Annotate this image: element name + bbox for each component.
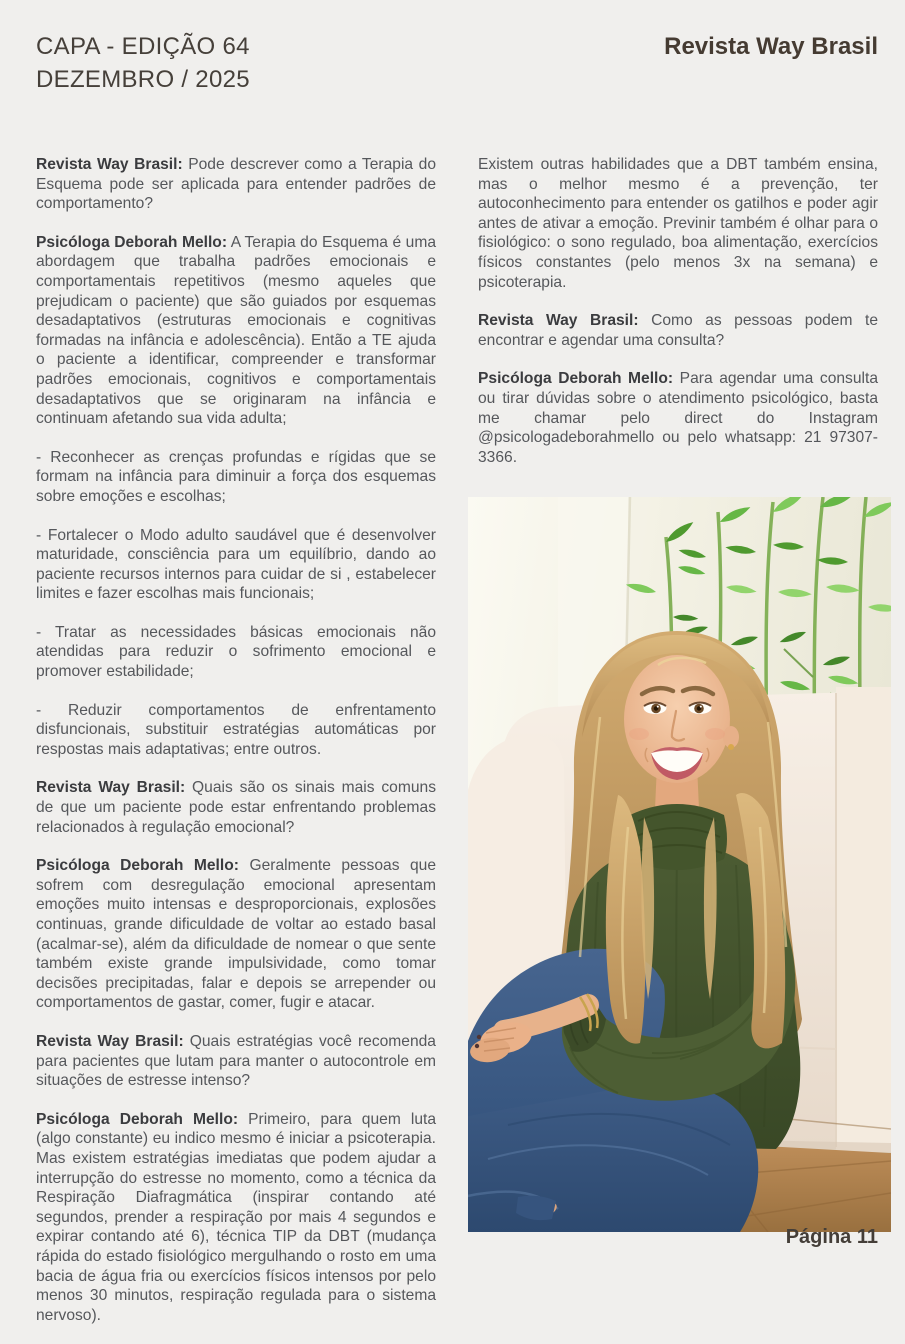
edition-date: DEZEMBRO / 2025 <box>36 66 250 93</box>
speaker-label: Revista Way Brasil: <box>36 1032 184 1050</box>
interview-paragraph: Revista Way Brasil: Quais são os sinais mais comuns de que um paciente pode estar enfrentando problemas relacionados à regulação emocional? <box>36 779 436 836</box>
interview-paragraph: Revista Way Brasil: Pode descrever como a Terapia do Esquema pode ser aplicada para entender padrões de comportamento? <box>36 156 436 213</box>
right-column <box>478 155 878 1344</box>
interview-paragraph: Psicóloga Deborah Mello: Primeiro, para quem luta (algo constante) eu indico mesmo é iniciar a psicoterapia. Mas existem estratégias imediatas que podem ajudar a interrupção do estresse no momento, como a técnica da Respiração Diafragmática (inspirar contando até segundos, prender a respiração por mais 4 segundos e expirar contando até 6), técnica TIP da DBT (mudança rápida do estado fisiológico mergulhando o rosto em uma bacia de água fria ou exercícios físicos intensos por pelo menos 30 minutos, respiração regulada para o sistema nervoso). <box>36 1110 436 1324</box>
interview-paragraph: - Fortalecer o Modo adulto saudável que é desenvolver maturidade, consciência para um equilíbrio, dando ao paciente recursos internos para cuidar de si , estabelecer limites e fazer escolhas mais funcionais; <box>36 526 436 603</box>
speaker-label: Psicóloga Deborah Mello: <box>36 233 228 251</box>
right-column-text <box>478 155 878 467</box>
interview-paragraph: Psicóloga Deborah Mello: A Terapia do Esquema é uma abordagem que trabalha padrões emocionais e comportamentais repetitivos (mesmo aqueles que prejudicam o paciente) que são guiados por esquemas desadaptativos (estruturas emocionais e cognitivas formadas na infância e adolescência). Então a TE ajuda o paciente a identificar, compreender e transformar padrões emocionais, cognitivos e comportamentais desadaptativos que se originaram na infância e continuam afetando sua vida adulta; <box>36 233 437 428</box>
interview-paragraph: - Tratar as necessidades básicas emocionais não atendidas para reduzir o sofrimento emocional e promover estabilidade; <box>36 623 436 681</box>
left-column <box>36 155 436 1344</box>
edition-title: CAPA - EDIÇÃO 64 <box>36 33 250 60</box>
edition-info <box>36 30 250 96</box>
earring <box>728 744 734 750</box>
speaker-label: Revista Way Brasil: <box>478 312 639 330</box>
page-header <box>36 30 878 96</box>
speaker-label: Psicóloga Deborah Mello: <box>36 857 239 875</box>
speaker-label: Psicóloga Deborah Mello: <box>478 370 674 388</box>
deborah-mello-photo <box>468 497 891 1232</box>
speaker-label: Revista Way Brasil: <box>36 156 183 173</box>
interview-paragraph: Psicóloga Deborah Mello: Para agendar uma consulta ou tirar dúvidas sobre o atendimento psicológico, basta me chamar pelo direct do Instagram @psicologadeborahmello ou pelo whatsapp: 21 97307-3366. <box>478 370 878 466</box>
article-body <box>36 155 878 1344</box>
page-number: Página 11 <box>785 1226 878 1248</box>
interview-paragraph: Psicóloga Deborah Mello: Geralmente pessoas que sofrem com desregulação emocional apresentam emoções muito intensas e desproporcionais, explosões continuas, grande dificuldade de voltar ao estado basal (acalmar-se), além da dificuldade de nomear o que sente também existe grande impulsividade, como tomar decisões precipitadas, falar e depois se arrepender ou comportamentos de gastar, comer, fugir e atacar. <box>36 857 436 1012</box>
interview-paragraph: Existem outras habilidades que a DBT também ensina, mas o melhor mesmo é a prevenção, ter autoconhecimento para entender os gatilhos e poder agir antes de ativar a emoção. Previnir também é olhar para o fisiológico: o sono regulado, boa alimentação, exercícios físicos constantes (pelo menos 3x na semana) e psicoterapia. <box>478 156 878 291</box>
interview-paragraph: - Reconhecer as crenças profundas e rígidas que se formam na infância para diminuir a força dos esquemas sobre emoções e escolhas; <box>36 448 436 505</box>
speaker-label: Psicóloga Deborah Mello: <box>36 1110 239 1128</box>
interview-paragraph: Revista Way Brasil: Como as pessoas podem te encontrar e agendar uma consulta? <box>478 312 878 349</box>
magazine-title: Revista Way Brasil <box>664 33 878 60</box>
interview-paragraph: Revista Way Brasil: Quais estratégias você recomenda para pacientes que lutam para manter o autocontrole em situações de estresse intenso? <box>36 1032 436 1090</box>
interview-paragraph: - Reduzir comportamentos de enfrentamento disfuncionais, substituir estratégias automáticas por respostas mais adaptativas; entre outros. <box>36 701 436 758</box>
speaker-label: Revista Way Brasil: <box>36 779 186 797</box>
